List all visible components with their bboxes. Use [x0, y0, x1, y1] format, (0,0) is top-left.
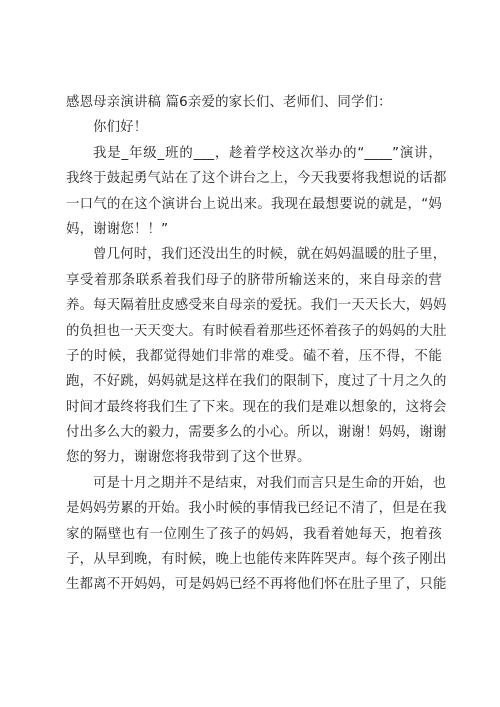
- paragraph-line: 您的努力，谢谢您将我带到了这个世界。: [66, 450, 311, 466]
- paragraph-line: 的负担也一天天变大。有时候看着那些还怀着孩子的妈妈的大肚: [66, 323, 447, 339]
- paragraph-line: 跑，不好跳，妈妈就是这样在我们的限制下，度过了十月之久的: [66, 374, 447, 390]
- paragraph-line: 生都离不开妈妈，可是妈妈已经不再将他们怀在肚子里了，只能: [66, 577, 447, 593]
- greeting-line: 你们好！: [93, 120, 148, 136]
- paragraph-line: 时间才最终将我们生了下来。现在的我们是难以想象的，这将会: [66, 399, 447, 415]
- paragraph-line: 曾几何时，我们还没出生的时候，就在妈妈温暖的肚子里，: [93, 247, 447, 263]
- paragraph-line: 付出多么大的毅力，需要多么的小心。所以，谢谢！妈妈，谢谢: [66, 425, 447, 441]
- paragraph-line: 家的隔壁也有一位刚生了孩子的妈妈，我看着她每天，抱着孩: [66, 526, 442, 542]
- paragraph-line: 子的时候，我都觉得她们非常的难受。磕不着，压不得，不能: [66, 348, 442, 364]
- paragraph-line: 是妈妈劳累的开始。我小时候的事情我已经记不清了，但是在我: [66, 501, 447, 517]
- paragraph-line: 我是_年级_班的___，趁着学校这次举办的“____”演讲，: [93, 145, 442, 161]
- paragraph-line: 妈，谢谢您！！”: [66, 221, 169, 237]
- paragraph-line: 子，从早到晚，有时候，晚上也能传来阵阵哭声。每个孩子刚出: [66, 552, 447, 568]
- heading-line: 感恩母亲演讲稿 篇6亲爱的家长们、老师们、同学们：: [66, 95, 392, 110]
- paragraph-line: 享受着那条联系着我们母子的脐带所输送来的，来自母亲的营: [66, 272, 442, 288]
- paragraph-line: 养。每天隔着肚皮感受来自母亲的爱抚。我们一天天长大，妈妈: [66, 298, 447, 314]
- document-body: [66, 90, 447, 598]
- paragraph-line: 可是十月之期并不是结束，对我们而言只是生命的开始，也: [93, 475, 447, 491]
- paragraph-line: 一口气的在这个演讲台上说出来。我现在最想要说的就是，“妈: [66, 196, 442, 212]
- paragraph-line: 我终于鼓起勇气站在了这个讲台之上，今天我要将我想说的话都: [66, 171, 447, 187]
